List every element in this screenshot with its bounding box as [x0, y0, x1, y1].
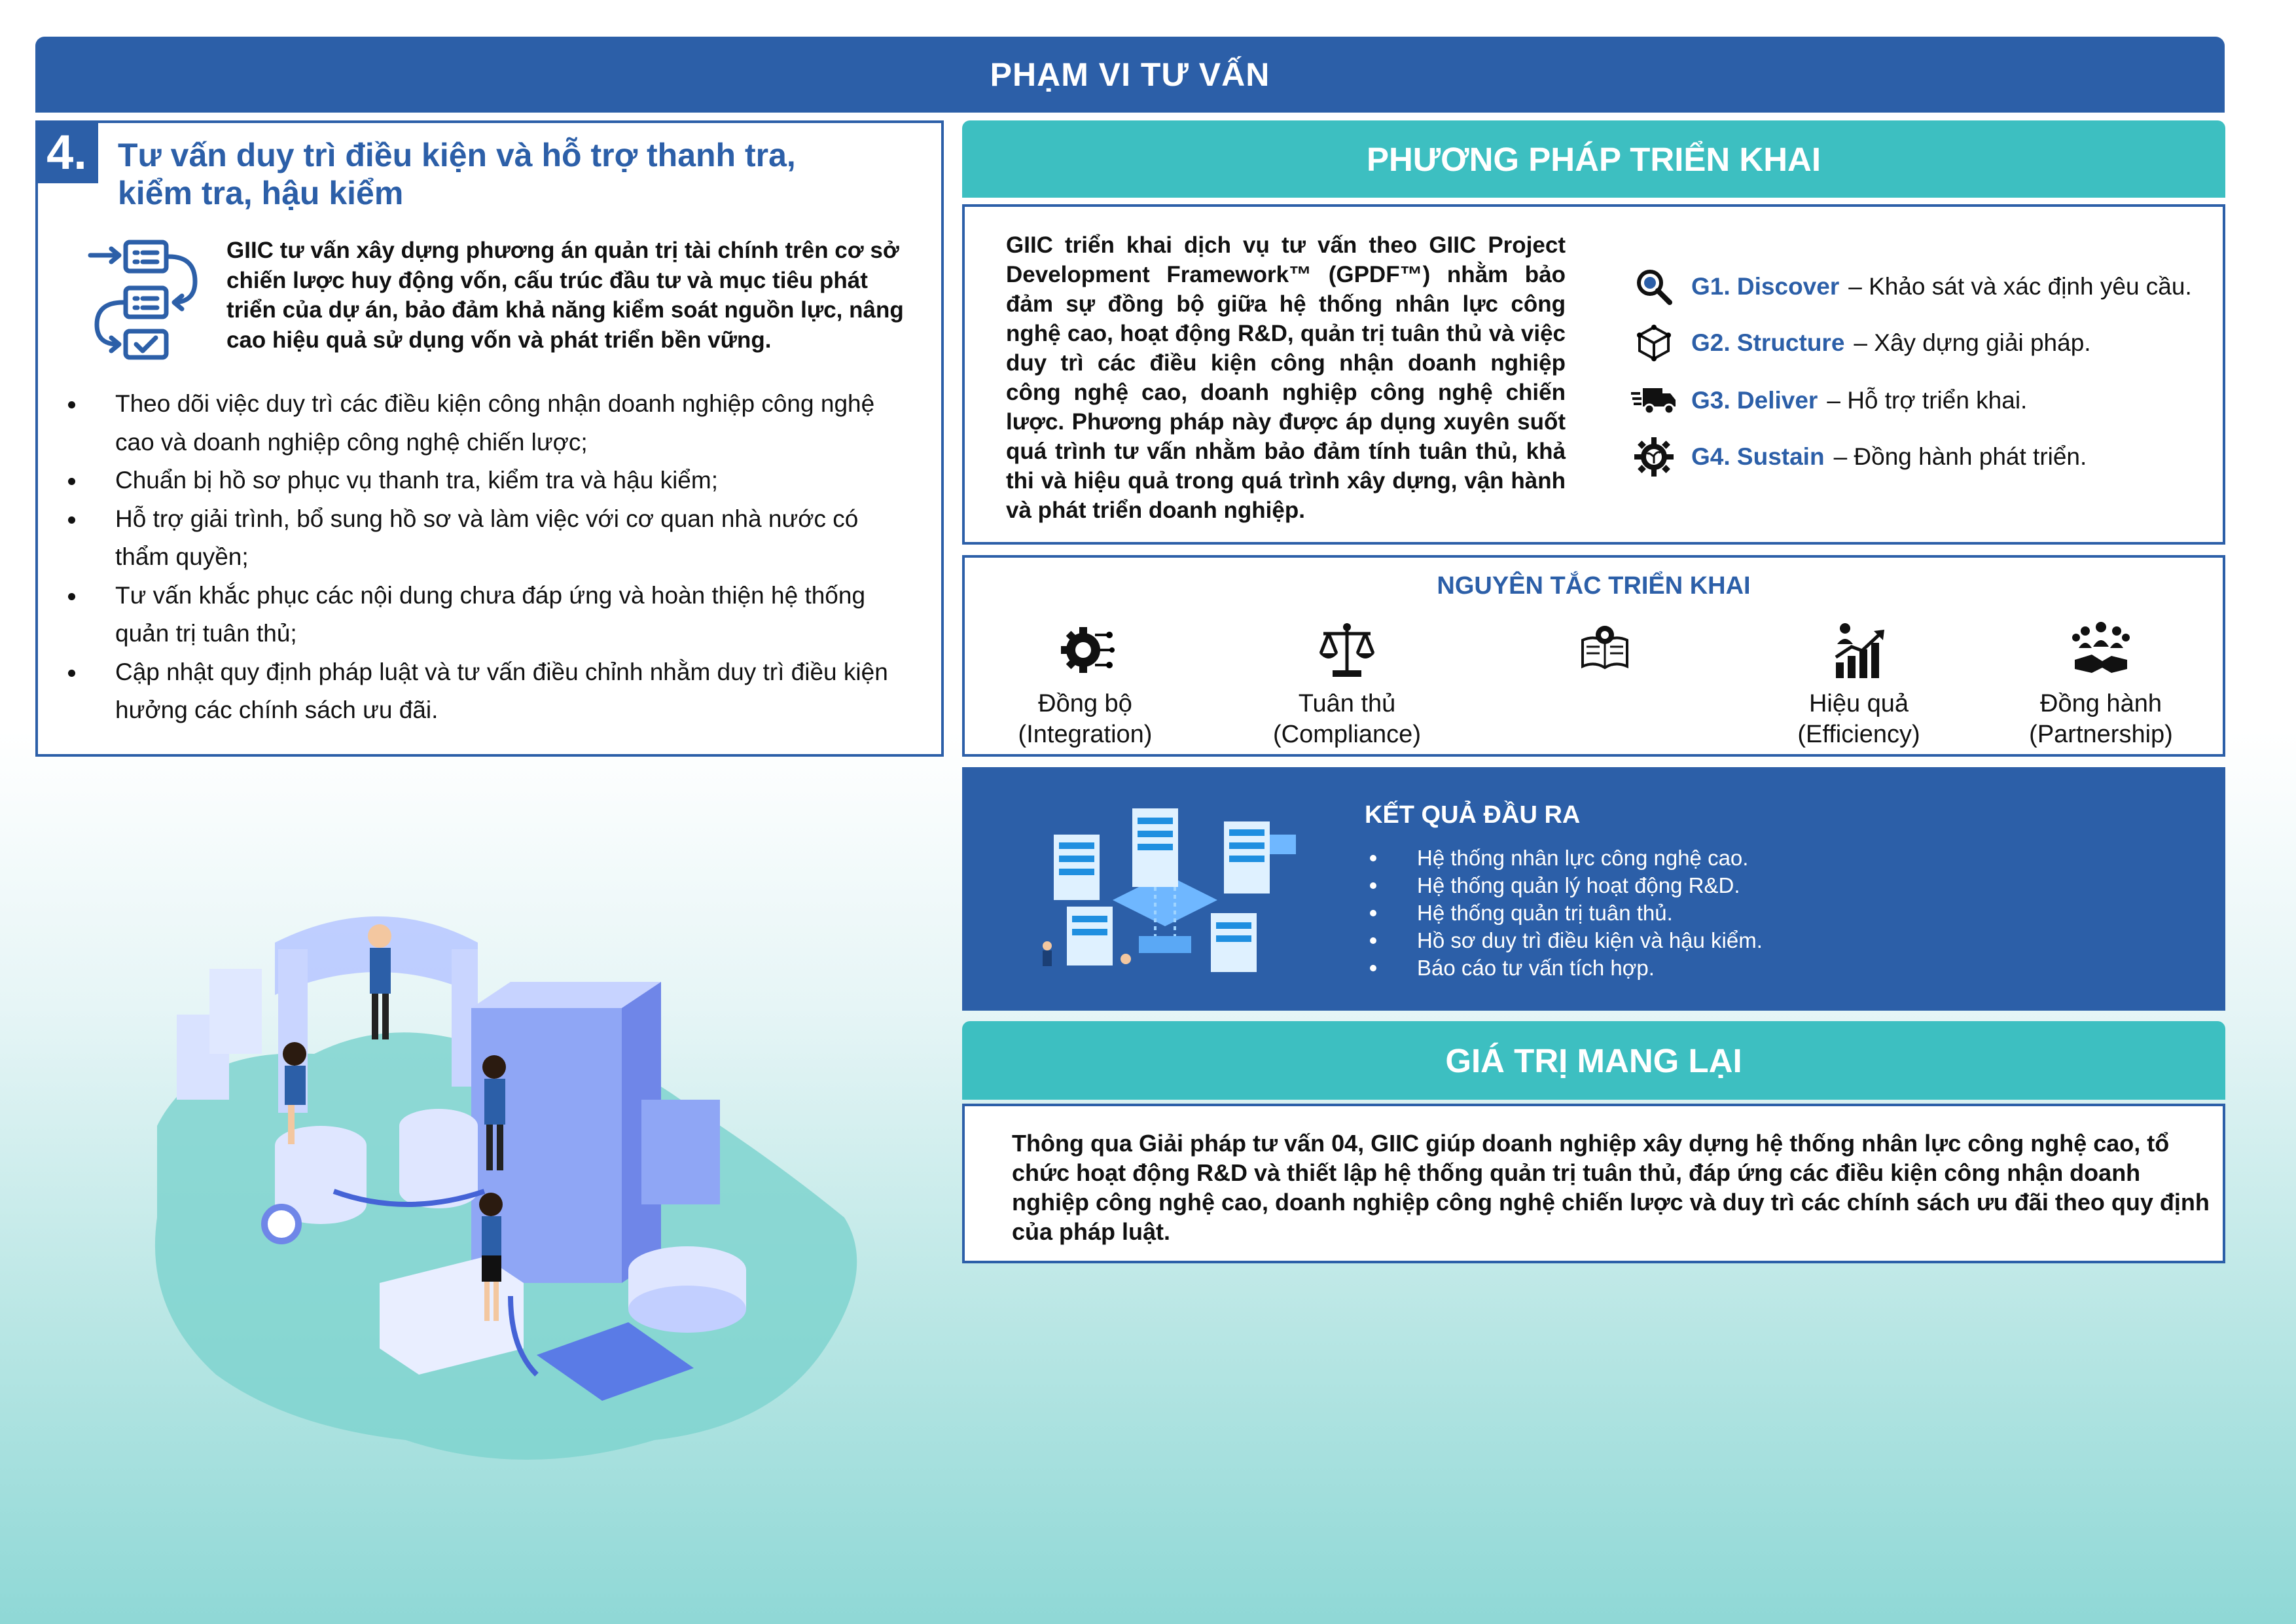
principle-name-en: (Compliance) [1273, 721, 1421, 748]
scales-icon [1249, 621, 1445, 685]
method-header [962, 120, 2225, 198]
phase-description: – Hỗ trợ triển khai. [1827, 387, 2028, 414]
cube-structure-icon [1631, 323, 1677, 363]
list-item: Hệ thống quản trị tuân thủ. [1367, 899, 2152, 927]
principle-name-en: (Integration) [1018, 721, 1153, 748]
phase-name: G2. Structure [1691, 329, 1845, 356]
magnifier-icon [1631, 267, 1677, 306]
book-brain-icon [1507, 621, 1703, 685]
principles-title: NGUYÊN TẮC TRIỂN KHAI [1437, 572, 1751, 600]
list-item: Báo cáo tư vấn tích hợp. [1367, 954, 2152, 982]
principle-name-en: (Efficiency) [1797, 721, 1920, 748]
section-title-line-1: Tư vấn duy trì điều kiện và hỗ trợ thanh tra, [118, 137, 796, 173]
page-header-bar [35, 37, 2225, 113]
principle-knowledge [1507, 621, 1703, 689]
section-title [118, 136, 903, 212]
section-intro-text: GIIC tư vấn xây dựng phương án quản trị tài chính trên cơ sở chiến lược huy động vốn, cấu trúc đầu tư và mục tiêu phát triển của dự án, bảo đảm khả năng kiểm soát nguồn lực, nâng cao hiệu quả sử dụng vốn và phát triển bền vững. [226, 238, 904, 353]
section-number-badge: 4. [35, 120, 98, 183]
phase-item-structure [1631, 323, 2220, 363]
principle-name: Tuân thủ [1298, 690, 1396, 717]
integration-gear-icon [987, 621, 1183, 685]
value-header [962, 1021, 2225, 1100]
section-title-line-2: kiểm tra, hậu kiểm [118, 175, 404, 211]
list-item: Tư vấn khắc phục các nội dung chưa đáp ứng và hoàn thiện hệ thống quản trị tuân thủ; [65, 577, 916, 653]
principle-integration [987, 621, 1183, 750]
phase-item-discover [1631, 267, 2220, 306]
delivery-truck-icon [1631, 381, 1677, 420]
principle-name-en: (Partnership) [2029, 721, 2173, 748]
list-item: Hệ thống nhân lực công nghệ cao. [1367, 844, 2152, 872]
phase-name: G3. Deliver [1691, 387, 1818, 414]
list-item: Chuẩn bị hồ sơ phục vụ thanh tra, kiểm tra và hậu kiểm; [65, 461, 916, 500]
list-item: Theo dõi việc duy trì các điều kiện công nhận doanh nghiệp công nghệ cao và doanh nghiệp công nghệ chiến lược; [65, 385, 916, 461]
sustain-gear-icon [1631, 437, 1677, 477]
data-center-illustration [1028, 795, 1302, 992]
principle-efficiency [1761, 621, 1957, 750]
principle-partnership [2003, 621, 2199, 750]
page-header-title: PHẠM VI TƯ VẤN [990, 56, 1270, 93]
list-item: Hỗ trợ giải trình, bổ sung hồ sơ và làm việc với cơ quan nhà nước có thẩm quyền; [65, 500, 916, 577]
list-item: Hồ sơ duy trì điều kiện và hậu kiểm. [1367, 927, 2152, 954]
results-list [1367, 844, 2152, 982]
method-description: GIIC triển khai dịch vụ tư vấn theo GIIC Project Development Framework™ (GPDF™) nhằm bảo đảm sự đồng bộ giữa hệ thống nhân lực công nghệ cao, hoạt động R&D, quản trị tuân thủ và việc duy trì các điều kiện công nhận doanh nghiệp công nghệ cao, doanh nghiệp công nghệ chiến lược. Phương pháp này được áp dụng xuyên suốt quá trình tư vấn nhằm bảo đảm tính tuân thủ, khả thi và hiệu quả trong quá trình xây dựng, vận hành và phát triển doanh nghiệp. [1006, 232, 1566, 523]
phase-item-sustain [1631, 437, 2220, 477]
principle-name: Đồng bộ [1038, 690, 1132, 717]
business-team-illustration [118, 851, 870, 1506]
value-title: GIÁ TRỊ MANG LẠI [1445, 1041, 1742, 1079]
principle-name: Hiệu quả [1808, 690, 1909, 717]
scope-bullet-list [65, 385, 916, 730]
phase-item-deliver [1631, 381, 2220, 420]
team-handshake-icon [2003, 621, 2199, 685]
value-description: Thông qua Giải pháp tư vấn 04, GIIC giúp doanh nghiệp xây dựng hệ thống nhân lực công nghệ cao, tổ chức hoạt động R&D và thiết lập hệ thống quản trị tuân thủ, đáp ứng các điều kiện công nhận doanh nghiệp công nghệ cao, doanh nghiệp công nghệ chiến lược và duy trì các chính sách ưu đãi theo quy định của pháp luật. [1012, 1130, 2210, 1245]
phase-description: – Đồng hành phát triển. [1833, 443, 2087, 470]
phase-name: G1. Discover [1691, 273, 1840, 300]
method-title: PHƯƠNG PHÁP TRIỂN KHAI [1366, 140, 1821, 178]
process-checklist-icon [84, 236, 208, 360]
results-title: KẾT QUẢ ĐẦU RA [1365, 801, 1581, 829]
list-item: Hệ thống quản lý hoạt động R&D. [1367, 872, 2152, 899]
principle-name: Đồng hành [2040, 690, 2162, 717]
growth-chart-icon [1761, 621, 1957, 685]
list-item: Cập nhật quy định pháp luật và tư vấn điều chỉnh nhằm duy trì điều kiện hưởng các chính sách ưu đãi. [65, 653, 916, 730]
phase-description: – Khảo sát và xác định yêu cầu. [1848, 273, 2192, 300]
phase-description: – Xây dựng giải pháp. [1854, 329, 2091, 356]
phase-name: G4. Sustain [1691, 443, 1825, 470]
principle-compliance [1249, 621, 1445, 750]
